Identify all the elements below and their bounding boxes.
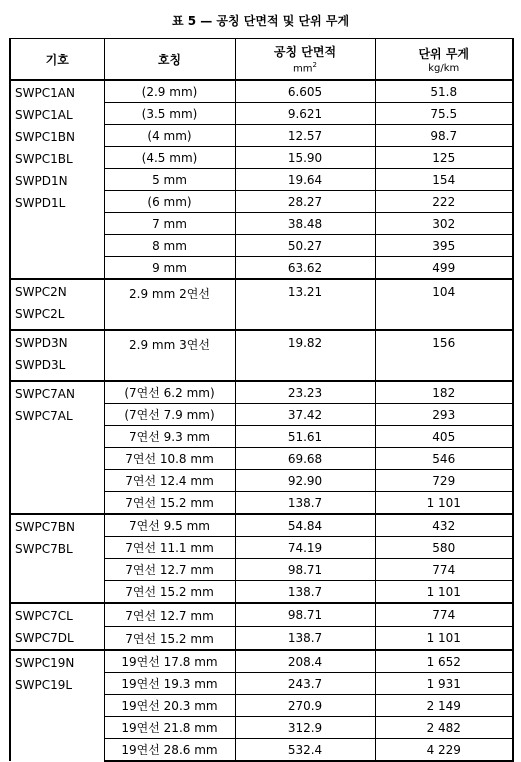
weight-cell: 774 <box>375 559 513 581</box>
weight-cell: 2 149 <box>375 695 513 717</box>
area-cell: 28.27 <box>235 191 375 213</box>
name-cell: (7연선 6.2 mm) <box>104 381 235 404</box>
name-cell: 7연선 15.2 mm <box>104 581 235 604</box>
name-cell: 5 mm <box>104 169 235 191</box>
area-cell: 6.605 <box>235 80 375 103</box>
header-symbol: 기호 <box>10 39 104 81</box>
name-cell: 7 mm <box>104 213 235 235</box>
header-weight <box>375 39 513 81</box>
name-cell: 7연선 12.7 mm <box>104 559 235 581</box>
weight-cell: 51.8 <box>375 80 513 103</box>
weight-cell: 98.7 <box>375 125 513 147</box>
weight-cell: 2 482 <box>375 717 513 739</box>
header-area-unit: $mm^2$ <box>293 61 317 75</box>
name-cell: (3.5 mm) <box>104 103 235 125</box>
header-area-label: 공칭 단면적 <box>273 45 337 60</box>
symbol-code: SWPD3L <box>15 358 66 372</box>
table-row <box>10 279 513 330</box>
name-cell: 2.9 mm 2연선 <box>104 279 235 330</box>
name-cell: (7연선 7.9 mm) <box>104 404 235 426</box>
weight-cell: 580 <box>375 537 513 559</box>
name-cell: (2.9 mm) <box>104 80 235 103</box>
area-cell: 98.71 <box>235 559 375 581</box>
area-cell: 54.84 <box>235 514 375 537</box>
symbol-code: SWPD1N <box>15 174 68 188</box>
name-cell: 19연선 20.3 mm <box>104 695 235 717</box>
name-cell: (6 mm) <box>104 191 235 213</box>
area-cell: 50.27 <box>235 235 375 257</box>
area-cell: 92.90 <box>235 470 375 492</box>
symbol-code: SWPC19L <box>15 678 73 692</box>
area-cell: 37.42 <box>235 404 375 426</box>
area-cell: 23.23 <box>235 381 375 404</box>
symbol-code: SWPC7CL <box>15 609 73 623</box>
symbol-code: SWPC7AN <box>15 387 75 401</box>
table-row <box>10 330 513 381</box>
weight-cell: 405 <box>375 426 513 448</box>
weight-cell: 4 229 <box>375 739 513 762</box>
area-cell: 12.57 <box>235 125 375 147</box>
area-cell: 98.71 <box>235 603 375 627</box>
name-cell: (4.5 mm) <box>104 147 235 169</box>
area-cell: 15.90 <box>235 147 375 169</box>
symbol-code: SWPC1BL <box>15 152 73 166</box>
area-cell: 532.4 <box>235 739 375 762</box>
weight-cell: 1 652 <box>375 650 513 673</box>
area-cell: 13.21 <box>235 279 375 330</box>
symbol-cell <box>10 80 104 279</box>
name-cell: 8 mm <box>104 235 235 257</box>
name-cell: 19연선 19.3 mm <box>104 673 235 695</box>
name-cell: 7연선 9.3 mm <box>104 426 235 448</box>
table-row <box>10 603 513 627</box>
symbol-cell <box>10 650 104 761</box>
symbol-code: SWPC2N <box>15 285 67 299</box>
symbol-code: SWPD3N <box>15 336 68 350</box>
symbol-code: SWPC1AN <box>15 86 75 100</box>
weight-cell: 302 <box>375 213 513 235</box>
area-cell: 270.9 <box>235 695 375 717</box>
cross-section-weight-table <box>9 38 514 762</box>
symbol-code: SWPC7DL <box>15 631 74 645</box>
symbol-code: SWPD1L <box>15 196 66 210</box>
header-name: 호칭 <box>104 39 235 81</box>
table-row <box>10 650 513 673</box>
area-cell: 69.68 <box>235 448 375 470</box>
weight-cell: 395 <box>375 235 513 257</box>
area-cell: 208.4 <box>235 650 375 673</box>
header-weight-unit: kg/km <box>428 62 460 74</box>
weight-cell: 499 <box>375 257 513 280</box>
weight-cell: 432 <box>375 514 513 537</box>
name-cell: (4 mm) <box>104 125 235 147</box>
area-cell: 74.19 <box>235 537 375 559</box>
name-cell: 7연선 15.2 mm <box>104 492 235 515</box>
area-cell: 38.48 <box>235 213 375 235</box>
symbol-code: SWPC2L <box>15 307 65 321</box>
area-cell: 63.62 <box>235 257 375 280</box>
weight-cell: 125 <box>375 147 513 169</box>
symbol-code: SWPC7BL <box>15 542 73 556</box>
symbol-cell <box>10 603 104 650</box>
name-cell: 19연선 17.8 mm <box>104 650 235 673</box>
name-cell: 9 mm <box>104 257 235 280</box>
area-cell: 19.82 <box>235 330 375 381</box>
symbol-cell <box>10 514 104 603</box>
weight-cell: 154 <box>375 169 513 191</box>
weight-cell: 729 <box>375 470 513 492</box>
symbol-cell <box>10 381 104 514</box>
weight-cell: 104 <box>375 279 513 330</box>
symbol-code: SWPC19N <box>15 656 75 670</box>
name-cell: 2.9 mm 3연선 <box>104 330 235 381</box>
name-cell: 7연선 10.8 mm <box>104 448 235 470</box>
weight-cell: 75.5 <box>375 103 513 125</box>
symbol-cell <box>10 330 104 381</box>
symbol-cell <box>10 279 104 330</box>
table-row <box>10 514 513 537</box>
weight-cell: 1 101 <box>375 492 513 515</box>
area-cell: 9.621 <box>235 103 375 125</box>
table-row <box>10 80 513 103</box>
weight-cell: 1 101 <box>375 627 513 651</box>
weight-cell: 546 <box>375 448 513 470</box>
area-cell: 138.7 <box>235 492 375 515</box>
symbol-code: SWPC1AL <box>15 108 73 122</box>
symbol-code: SWPC1BN <box>15 130 75 144</box>
table-row <box>10 381 513 404</box>
symbol-code: SWPC7BN <box>15 520 75 534</box>
header-row <box>10 39 513 81</box>
table-body <box>10 80 513 761</box>
weight-cell: 182 <box>375 381 513 404</box>
name-cell: 7연선 11.1 mm <box>104 537 235 559</box>
name-cell: 7연선 12.7 mm <box>104 603 235 627</box>
name-cell: 7연선 12.4 mm <box>104 470 235 492</box>
weight-cell: 293 <box>375 404 513 426</box>
weight-cell: 1 101 <box>375 581 513 604</box>
weight-cell: 774 <box>375 603 513 627</box>
area-cell: 138.7 <box>235 581 375 604</box>
area-cell: 138.7 <box>235 627 375 651</box>
header-area <box>235 39 375 81</box>
weight-cell: 222 <box>375 191 513 213</box>
table-caption: 표 5 — 공칭 단면적 및 단위 무게 <box>171 14 350 28</box>
area-cell: 312.9 <box>235 717 375 739</box>
name-cell: 7연선 15.2 mm <box>104 627 235 651</box>
name-cell: 19연선 28.6 mm <box>104 739 235 762</box>
symbol-code: SWPC7AL <box>15 409 73 423</box>
name-cell: 19연선 21.8 mm <box>104 717 235 739</box>
area-cell: 243.7 <box>235 673 375 695</box>
name-cell: 7연선 9.5 mm <box>104 514 235 537</box>
area-cell: 51.61 <box>235 426 375 448</box>
weight-cell: 156 <box>375 330 513 381</box>
area-cell: 19.64 <box>235 169 375 191</box>
header-weight-label: 단위 무게 <box>418 46 470 61</box>
weight-cell: 1 931 <box>375 673 513 695</box>
